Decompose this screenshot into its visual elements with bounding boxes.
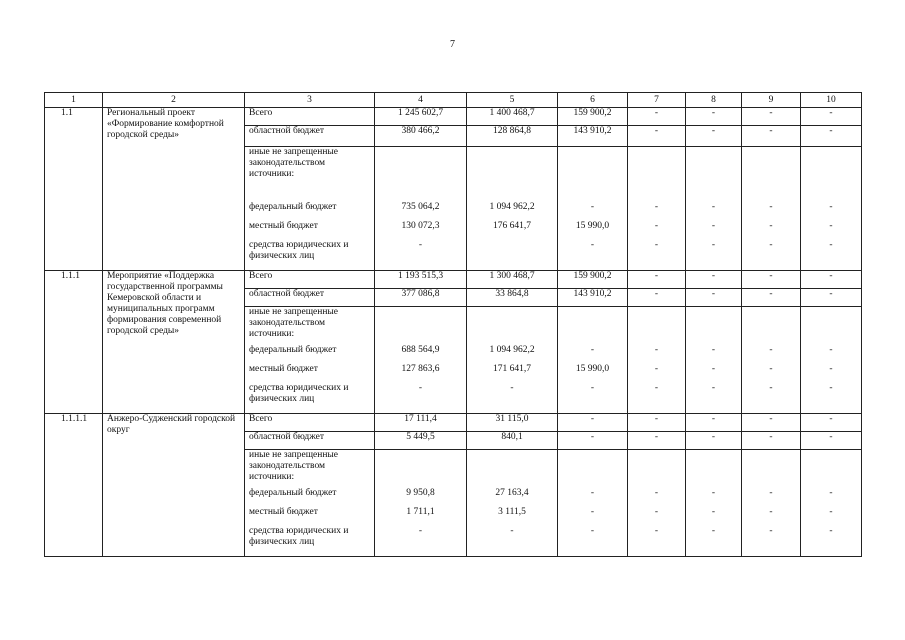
amount-cell: -: [558, 432, 628, 450]
funding-source: областной бюджет: [245, 126, 375, 147]
header-cell: 2: [103, 93, 245, 108]
amount-cell: [686, 147, 742, 201]
funding-source: средства юридических и физических лиц: [245, 240, 375, 271]
amount-cell: -: [742, 126, 801, 147]
amount-cell: [686, 307, 742, 344]
funding-source: иные не запрещенные законодательством источники:: [245, 450, 375, 487]
amount-cell: -: [742, 383, 801, 414]
budget-table: [44, 92, 862, 557]
amount-cell: -: [686, 526, 742, 557]
amount-cell: -: [375, 526, 467, 557]
amount-cell: -: [628, 221, 686, 240]
amount-cell: -: [801, 271, 862, 289]
amount-cell: -: [801, 486, 862, 507]
amount-cell: -: [742, 432, 801, 450]
amount-cell: -: [628, 414, 686, 432]
header-cell: 5: [467, 93, 558, 108]
amount-cell: -: [558, 343, 628, 364]
amount-cell: -: [628, 526, 686, 557]
funding-source: федеральный бюджет: [245, 343, 375, 364]
amount-cell: [801, 307, 862, 344]
funding-source: областной бюджет: [245, 289, 375, 307]
amount-cell: -: [801, 414, 862, 432]
amount-cell: [686, 450, 742, 487]
amount-cell: -: [375, 383, 467, 414]
amount-cell: -: [628, 126, 686, 147]
amount-cell: -: [558, 200, 628, 221]
amount-cell: -: [467, 526, 558, 557]
amount-cell: 688 564,9: [375, 343, 467, 364]
amount-cell: 15 990,0: [558, 364, 628, 383]
amount-cell: [628, 147, 686, 201]
amount-cell: -: [801, 221, 862, 240]
amount-cell: 127 863,6: [375, 364, 467, 383]
amount-cell: -: [742, 289, 801, 307]
table-row: [45, 271, 862, 289]
amount-cell: -: [742, 414, 801, 432]
row-code: 1.1: [45, 108, 103, 271]
amount-cell: 1 193 515,3: [375, 271, 467, 289]
amount-cell: 1 094 962,2: [467, 343, 558, 364]
amount-cell: -: [742, 200, 801, 221]
funding-source: средства юридических и физических лиц: [245, 383, 375, 414]
amount-cell: -: [801, 126, 862, 147]
amount-cell: 27 163,4: [467, 486, 558, 507]
amount-cell: 1 094 962,2: [467, 200, 558, 221]
amount-cell: -: [467, 383, 558, 414]
amount-cell: -: [628, 364, 686, 383]
amount-cell: -: [801, 108, 862, 126]
row-code: 1.1.1: [45, 271, 103, 414]
amount-cell: -: [686, 289, 742, 307]
amount-cell: [375, 147, 467, 201]
amount-cell: -: [686, 221, 742, 240]
amount-cell: [742, 307, 801, 344]
amount-cell: 159 900,2: [558, 271, 628, 289]
header-cell: 6: [558, 93, 628, 108]
amount-cell: -: [742, 507, 801, 526]
header-cell: 1: [45, 93, 103, 108]
amount-cell: -: [686, 486, 742, 507]
funding-source: Всего: [245, 271, 375, 289]
amount-cell: -: [628, 486, 686, 507]
amount-cell: [558, 450, 628, 487]
amount-cell: -: [686, 343, 742, 364]
funding-source: местный бюджет: [245, 364, 375, 383]
amount-cell: [628, 450, 686, 487]
amount-cell: -: [686, 126, 742, 147]
amount-cell: -: [686, 108, 742, 126]
amount-cell: -: [801, 200, 862, 221]
amount-cell: -: [628, 289, 686, 307]
amount-cell: -: [628, 383, 686, 414]
amount-cell: -: [742, 364, 801, 383]
amount-cell: -: [742, 271, 801, 289]
row-code: 1.1.1.1: [45, 414, 103, 557]
amount-cell: [375, 450, 467, 487]
amount-cell: -: [558, 414, 628, 432]
amount-cell: -: [801, 526, 862, 557]
amount-cell: -: [742, 343, 801, 364]
amount-cell: -: [628, 271, 686, 289]
funding-source: средства юридических и физических лиц: [245, 526, 375, 557]
amount-cell: [558, 307, 628, 344]
row-title: Региональный проект «Формирование комфортной городской среды»: [103, 108, 245, 271]
amount-cell: 1 711,1: [375, 507, 467, 526]
amount-cell: 3 111,5: [467, 507, 558, 526]
amount-cell: [801, 147, 862, 201]
amount-cell: 1 245 602,7: [375, 108, 467, 126]
amount-cell: -: [742, 526, 801, 557]
funding-source: федеральный бюджет: [245, 200, 375, 221]
amount-cell: -: [801, 383, 862, 414]
amount-cell: -: [558, 240, 628, 271]
header-cell: 7: [628, 93, 686, 108]
amount-cell: 1 400 468,7: [467, 108, 558, 126]
funding-source: иные не запрещенные законодательством источники:: [245, 307, 375, 344]
amount-cell: 176 641,7: [467, 221, 558, 240]
amount-cell: [375, 307, 467, 344]
amount-cell: [628, 307, 686, 344]
amount-cell: -: [801, 240, 862, 271]
amount-cell: [467, 307, 558, 344]
amount-cell: [742, 147, 801, 201]
header-cell: 3: [245, 93, 375, 108]
amount-cell: [558, 147, 628, 201]
amount-cell: 33 864,8: [467, 289, 558, 307]
amount-cell: 143 910,2: [558, 126, 628, 147]
amount-cell: 159 900,2: [558, 108, 628, 126]
funding-source: федеральный бюджет: [245, 486, 375, 507]
amount-cell: 377 086,8: [375, 289, 467, 307]
amount-cell: -: [686, 200, 742, 221]
amount-cell: -: [628, 240, 686, 271]
amount-cell: -: [686, 432, 742, 450]
row-title: Анжеро-Судженский городской округ: [103, 414, 245, 557]
funding-source: местный бюджет: [245, 507, 375, 526]
amount-cell: -: [628, 343, 686, 364]
amount-cell: 9 950,8: [375, 486, 467, 507]
funding-source: Всего: [245, 414, 375, 432]
funding-source: Всего: [245, 108, 375, 126]
table-body: [45, 93, 862, 557]
table-row: [45, 108, 862, 126]
amount-cell: -: [628, 432, 686, 450]
amount-cell: 840,1: [467, 432, 558, 450]
row-title: Мероприятие «Поддержка государственной программы Кемеровской области и муниципальных программ формирования современной городской среды»: [103, 271, 245, 414]
amount-cell: -: [686, 271, 742, 289]
amount-cell: -: [686, 383, 742, 414]
amount-cell: 17 111,4: [375, 414, 467, 432]
amount-cell: 31 115,0: [467, 414, 558, 432]
amount-cell: -: [801, 507, 862, 526]
amount-cell: -: [558, 486, 628, 507]
amount-cell: -: [686, 240, 742, 271]
amount-cell: 380 466,2: [375, 126, 467, 147]
header-row: [45, 93, 862, 108]
amount-cell: -: [801, 343, 862, 364]
amount-cell: -: [628, 108, 686, 126]
table-row: [45, 414, 862, 432]
funding-source: иные не запрещенные законодательством источники:: [245, 147, 375, 201]
header-cell: 10: [801, 93, 862, 108]
amount-cell: [467, 240, 558, 271]
header-cell: 4: [375, 93, 467, 108]
amount-cell: -: [686, 414, 742, 432]
amount-cell: [801, 450, 862, 487]
amount-cell: [467, 147, 558, 201]
amount-cell: -: [742, 221, 801, 240]
amount-cell: -: [628, 200, 686, 221]
amount-cell: 143 910,2: [558, 289, 628, 307]
amount-cell: -: [801, 432, 862, 450]
amount-cell: -: [742, 240, 801, 271]
amount-cell: 171 641,7: [467, 364, 558, 383]
funding-source: областной бюджет: [245, 432, 375, 450]
amount-cell: -: [558, 507, 628, 526]
amount-cell: 15 990,0: [558, 221, 628, 240]
amount-cell: -: [742, 108, 801, 126]
amount-cell: -: [801, 289, 862, 307]
amount-cell: 128 864,8: [467, 126, 558, 147]
amount-cell: 735 064,2: [375, 200, 467, 221]
amount-cell: -: [375, 240, 467, 271]
funding-source: местный бюджет: [245, 221, 375, 240]
amount-cell: -: [558, 526, 628, 557]
amount-cell: -: [628, 507, 686, 526]
header-cell: 8: [686, 93, 742, 108]
amount-cell: 130 072,3: [375, 221, 467, 240]
page-number: 7: [450, 39, 455, 50]
header-cell: 9: [742, 93, 801, 108]
amount-cell: -: [686, 507, 742, 526]
amount-cell: -: [558, 383, 628, 414]
amount-cell: 5 449,5: [375, 432, 467, 450]
amount-cell: -: [686, 364, 742, 383]
amount-cell: [467, 450, 558, 487]
amount-cell: -: [801, 364, 862, 383]
amount-cell: -: [742, 486, 801, 507]
amount-cell: [742, 450, 801, 487]
amount-cell: 1 300 468,7: [467, 271, 558, 289]
